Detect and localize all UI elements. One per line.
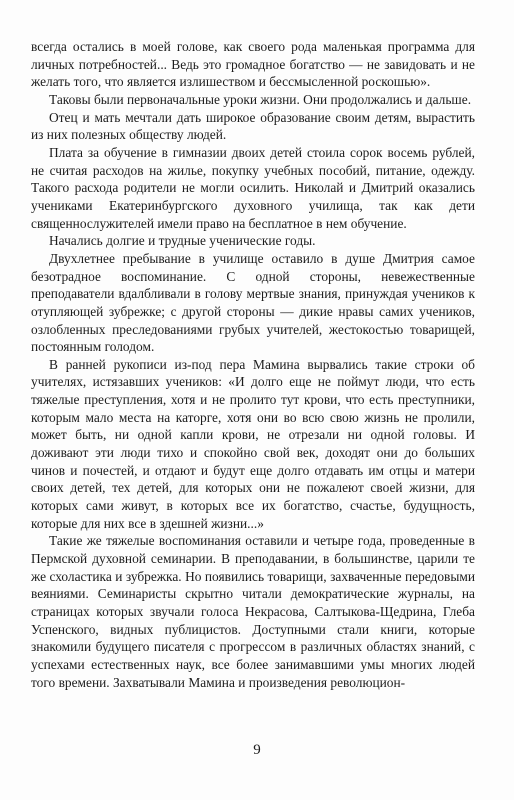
paragraph: Таковы были первоначальные уроки жизни. Они продолжались и дальше. [49,91,472,107]
paragraph: Плата за обучение в гимназии двоих детей стоила сорок восемь рублей, не считая расходов на жилье, покупку учебных пособий, питание, одежду. Такого расхода родители не могли осилить. Николай и Дмитрий оказались учениками Екатеринбургского духовного училища, так как дети священнослужителей имели право на бесплатное в нем обучение. [31,144,475,231]
paragraph: Начались долгие и трудные ученические годы. [49,233,316,249]
paragraph: Отец и мать мечтали дать широкое образование своим детям, вырастить из них полезных обществу людей. [31,109,475,143]
paragraph: Такие же тяжелые воспоминания оставили и четыре года, проведенные в Пермской духовной семинарии. В преподавании, в большинстве, царили те же схоластика и зубрежка. Но появились товарищи, захваченные передовыми веяниями. Семинаристы скрытно читали демократические журналы, на страницах которых звучали голоса Некрасова, Салтыкова-Щедрина, Глеба Успенского, видных публицистов. Доступными стали книги, которые знакомили будущего писателя с прогрессом в различных областях знаний, с успехами естественных наук, все более занимавшими умы многих людей того времени. Захватывали Мамина и произведения революцион- [31,533,475,690]
paragraph: Двухлетнее пребывание в училище оставило в душе Дмитрия самое безотрадное воспоминание. С одной стороны, невежественные преподаватели вдалбливали в голову мертвые знания, принуждая учеников к отупляющей зубрежке; с другой стороны — дикие нравы самих учеников, озлобленных преследованиями грубых учителей, жестокостью товарищей, постоянным голодом. [31,250,475,355]
paragraph: всегда остались в моей голове, как своего рода маленькая программа для личных потребностей... Ведь это громадное богатство — не завидовать и не желать того, что является излишеством и бессмысленной роскошью». [31,39,475,90]
paragraph: В ранней рукописи из-под пера Мамина вырвались такие строки об учителях, истязавших учеников: «И долго еще не поймут люди, что есть тяжелые преступления, хотя и не пролито тут крови, что есть преступники, которым мало места на каторге, хотя они во всю свою жизнь не пролили, может быть, ни одной капли крови, не отрезали ни одной головы. И доживают эти люди тихо и спокойно свой век, доходят они до больших чинов и почестей, и отдают и будут еще долго отдавать им отцы и матери своих детей, тех детей, для которых они не пожалеют своей жизни, для которых сами живут, в которых все их богатство, счастье, будущность, которые для них все в здешней жизни...» [31,356,475,531]
page-number: 9 [253,742,261,758]
body-text [31,38,475,691]
